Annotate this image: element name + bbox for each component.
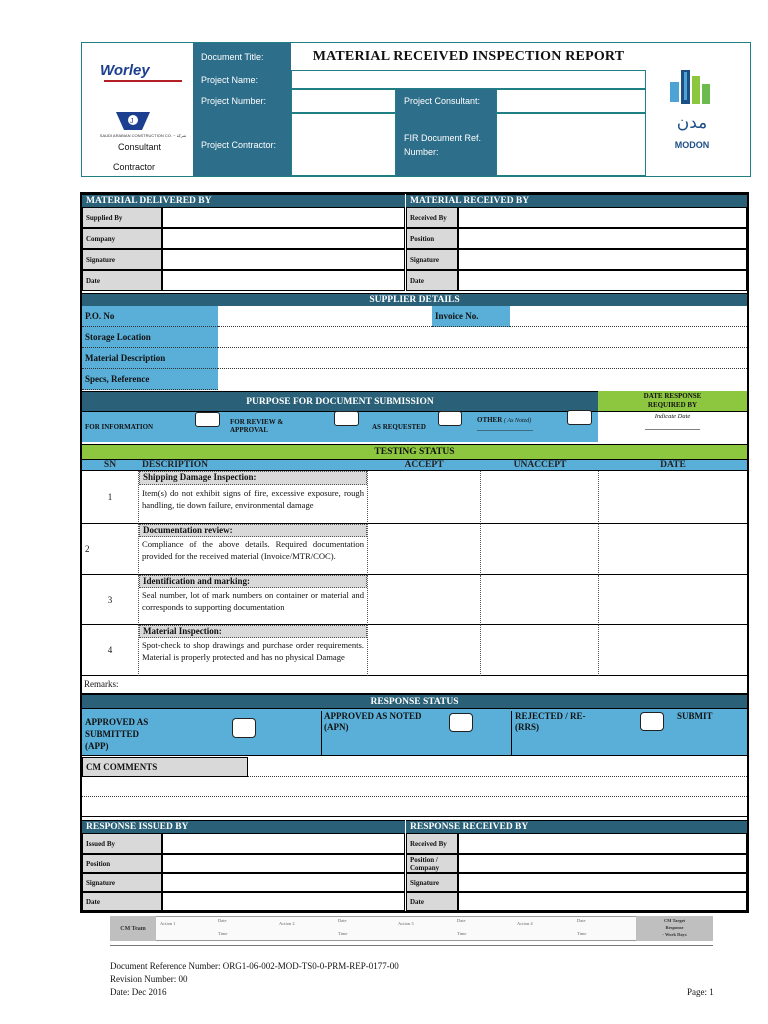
received-by-label: Received By — [406, 207, 458, 228]
row-3-description — [138, 575, 367, 625]
row-2-description — [138, 524, 367, 575]
project-name-field — [291, 70, 646, 89]
company-field[interactable] — [162, 228, 405, 249]
row-4-sn: 4 — [82, 625, 138, 676]
row-1-date[interactable] — [599, 471, 747, 524]
document-title: MATERIAL RECEIVED INSPECTION REPORT — [312, 48, 625, 64]
row-4-accept[interactable] — [367, 625, 481, 676]
row-4-date[interactable] — [599, 625, 747, 676]
remarks-label: Remarks: — [84, 679, 119, 689]
row-1-accept[interactable] — [367, 471, 481, 524]
page-number: Page: 1 — [687, 987, 714, 997]
response-received-heading: RESPONSE RECEIVED BY — [406, 820, 747, 833]
as-noted-label: ( As Noted) — [504, 418, 532, 424]
material-received-heading: MATERIAL RECEIVED BY — [406, 194, 747, 207]
contractor-caption: Contractor — [113, 162, 156, 172]
apn-line2: (APN) — [324, 722, 349, 732]
row-4-title: Material Inspection: — [139, 625, 367, 638]
project-contractor-label: Project Contractor: — [193, 113, 291, 176]
cm-team-label: CM Team — [110, 916, 156, 941]
row-4-description — [138, 625, 367, 676]
row-3-body: Seal number, lot of mark numbers on container or material and corresponds to supporting documentation — [142, 590, 364, 612]
supplier-details-heading: SUPPLIER DETAILS — [82, 293, 747, 306]
for-review-line2: APPROVAL — [230, 426, 268, 434]
as-requested-checkbox[interactable] — [438, 411, 462, 426]
project-consultant-label: Project Consultant: — [396, 89, 496, 113]
cm-date-3: Date — [457, 918, 466, 923]
issued-signature-field[interactable] — [162, 873, 405, 892]
for-information-checkbox[interactable] — [195, 412, 220, 427]
row-1-title: Shipping Damage Inspection: — [139, 471, 367, 485]
issued-position-label: Position — [82, 854, 162, 873]
company-label: Company — [82, 228, 162, 249]
issued-by-label: Issued By — [82, 833, 162, 854]
supplied-by-label: Supplied By — [82, 207, 162, 228]
cm-action-1: Action 1 — [160, 921, 176, 926]
row-4-unaccept[interactable] — [481, 625, 599, 676]
for-review-line1: FOR REVIEW & — [230, 418, 284, 426]
svg-text:J: J — [130, 118, 134, 125]
worley-tagline — [104, 80, 182, 82]
purpose-heading: PURPOSE FOR DOCUMENT SUBMISSION — [82, 391, 598, 411]
fir-ref-label-line1: FIR Document Ref. — [404, 133, 482, 143]
fir-ref-field — [496, 113, 646, 176]
issued-date-label: Date — [82, 892, 162, 911]
response-status-heading: RESPONSE STATUS — [82, 693, 747, 708]
testing-status-heading: TESTING STATUS — [82, 444, 747, 459]
apn-line1: APPROVED AS NOTED — [324, 711, 422, 721]
cm-time-2: Time — [338, 931, 348, 936]
date-response-line1: DATE RESPONSE — [643, 392, 702, 400]
date-response-line2: REQUIRED BY — [647, 401, 698, 409]
response-received-by-label: Received By — [406, 833, 458, 854]
indicate-date-label: Indicate Date — [654, 413, 691, 420]
specs-reference-label: Specs, Reference — [82, 369, 218, 390]
issued-date-field[interactable] — [162, 892, 405, 911]
rejected-checkbox[interactable] — [640, 712, 664, 731]
material-description-label: Material Description — [82, 348, 218, 369]
received-by-field[interactable] — [458, 207, 747, 228]
col-unaccept: UNACCEPT — [513, 460, 567, 470]
cm-action-4: Action 4 — [517, 921, 533, 926]
document-reference-number: Document Reference Number: ORG1-06-002-MOD-TS0-0-PRM-REP-0177-00 — [110, 961, 399, 971]
row-2-accept[interactable] — [367, 524, 481, 575]
delivered-date-field[interactable] — [162, 270, 405, 291]
issued-position-field[interactable] — [162, 854, 405, 873]
indicate-date-dash: ___________ — [645, 420, 700, 431]
cm-team-strip — [110, 916, 713, 941]
storage-location-field[interactable] — [218, 327, 747, 348]
row-2-unaccept[interactable] — [481, 524, 599, 575]
position-company-label: Position / Company — [406, 854, 458, 873]
response-received-signature-field[interactable] — [458, 873, 747, 892]
fir-ref-label — [396, 113, 496, 176]
approved-as-noted-label — [321, 711, 422, 755]
row-2-title: Documentation review: — [139, 524, 367, 537]
response-received-signature-label: Signature — [406, 873, 458, 892]
cm-comments-line-3[interactable] — [82, 797, 747, 817]
project-number-label: Project Number: — [193, 89, 291, 113]
issued-by-field[interactable] — [162, 833, 405, 854]
cm-comments-field[interactable] — [248, 757, 747, 777]
position-company-field[interactable] — [458, 854, 747, 873]
material-description-field[interactable] — [218, 348, 747, 369]
project-name-label: Project Name: — [193, 70, 291, 89]
footer-date: Date: Dec 2016 — [110, 987, 167, 997]
as-requested-label: AS REQUESTED — [372, 423, 426, 431]
for-review-label — [230, 418, 283, 434]
rejected-line1: REJECTED / RE- — [515, 711, 586, 721]
footer-divider — [110, 945, 713, 946]
consultant-caption: Consultant — [118, 142, 162, 152]
po-number-field[interactable] — [218, 306, 432, 327]
contractor-logo-caption: SAUDI ARABIAN CONSTRUCTION CO. ~ شركة — [99, 133, 187, 138]
response-issued-heading: RESPONSE ISSUED BY — [82, 820, 405, 833]
worley-logo-text: Worley — [100, 62, 150, 79]
col-sn: SN — [103, 460, 117, 470]
col-accept: ACCEPT — [404, 460, 444, 470]
row-2-sn: 2 — [82, 524, 138, 575]
for-information-label: FOR INFORMATION — [85, 423, 154, 431]
other-checkbox[interactable] — [567, 410, 592, 425]
row-1-body: Item(s) do not exhibit signs of fire, excessive exposure, rough handling, tie down failure, environmental damage — [142, 488, 364, 510]
cm-comments-label: CM COMMENTS — [82, 757, 248, 777]
row-3-sn: 3 — [82, 575, 138, 625]
material-delivered-heading: MATERIAL DELIVERED BY — [82, 194, 405, 207]
project-contractor-field — [291, 113, 396, 176]
received-signature-field[interactable] — [458, 249, 747, 270]
col-date: DATE — [660, 460, 686, 470]
approved-line3: (APP) — [85, 741, 109, 751]
received-date-label: Date — [406, 270, 458, 291]
received-signature-label: Signature — [406, 249, 458, 270]
rejected-label — [511, 711, 586, 755]
other-dash-line: ______________ — [477, 423, 533, 432]
cm-comments-line-2[interactable] — [82, 777, 747, 797]
modon-logo-text: MODON — [674, 140, 710, 150]
issued-signature-label: Signature — [82, 873, 162, 892]
cm-date-4: Date — [577, 918, 586, 923]
storage-location-label: Storage Location — [82, 327, 218, 348]
row-1-unaccept[interactable] — [481, 471, 599, 524]
delivered-signature-label: Signature — [82, 249, 162, 270]
cm-action-2: Action 2 — [279, 921, 295, 926]
revision-number: Revision Number: 00 — [110, 974, 188, 984]
delivered-signature-field[interactable] — [162, 249, 405, 270]
response-received-date-label: Date — [406, 892, 458, 911]
other-label-text: OTHER — [477, 416, 503, 424]
row-1-sn: 1 — [82, 471, 138, 524]
specs-reference-field[interactable] — [218, 369, 747, 390]
approved-as-noted-checkbox[interactable] — [449, 713, 473, 732]
row-3-title: Identification and marking: — [139, 575, 367, 588]
cm-target-line2: Response — [665, 925, 684, 930]
for-review-checkbox[interactable] — [334, 411, 359, 426]
position-label: Position — [406, 228, 458, 249]
date-response-heading — [598, 391, 747, 411]
indicate-date-field[interactable] — [598, 411, 747, 442]
approved-line1: APPROVED AS — [85, 717, 149, 727]
invoice-number-field[interactable] — [510, 306, 747, 327]
modon-buildings-icon — [668, 66, 720, 108]
po-number-label: P.O. No — [82, 306, 218, 327]
row-3-date[interactable] — [599, 575, 747, 625]
worley-logo — [100, 62, 186, 82]
cm-time-3: Time — [457, 931, 467, 936]
submit-label: SUBMIT — [677, 711, 713, 721]
cm-target-line1: CM Target — [663, 918, 686, 923]
project-consultant-field — [496, 89, 646, 113]
project-number-field — [291, 89, 396, 113]
row-2-body: Compliance of the above details. Required documentation provided for the received material (Invoice/MTR/COC). — [142, 539, 364, 561]
cm-date-2: Date — [338, 918, 347, 923]
cm-time-1: Time — [218, 931, 228, 936]
row-2-date[interactable] — [599, 524, 747, 575]
cm-target-line3: - Work Days — [662, 932, 687, 937]
cm-date-1: Date — [218, 918, 227, 923]
approved-as-submitted-checkbox[interactable] — [232, 718, 256, 738]
response-received-date-field[interactable] — [458, 892, 747, 911]
delivered-date-label: Date — [82, 270, 162, 291]
invoice-number-label: Invoice No. — [432, 306, 510, 327]
cm-action-3: Action 3 — [398, 921, 414, 926]
row-3-unaccept[interactable] — [481, 575, 599, 625]
fir-ref-label-line2: Number: — [404, 147, 439, 157]
response-received-by-field[interactable] — [458, 833, 747, 854]
row-4-body: Spot-check to shop drawings and purchase order requirements. Material is properly protected and has no physical Damage — [142, 640, 364, 662]
cm-time-4: Time — [577, 931, 587, 936]
received-date-field[interactable] — [458, 270, 747, 291]
modon-arabic-logo: مدن — [676, 113, 708, 133]
rejected-line2: (RRS) — [515, 722, 539, 732]
document-title-label: Document Title: — [193, 43, 291, 70]
supplied-by-field[interactable] — [162, 207, 405, 228]
row-3-accept[interactable] — [367, 575, 481, 625]
approved-line2: SUBMITTED — [85, 729, 140, 739]
cm-target-response — [636, 916, 713, 941]
row-1-description — [138, 471, 367, 524]
position-field[interactable] — [458, 228, 747, 249]
approved-as-submitted-label — [85, 716, 148, 752]
contractor-emblem-icon — [112, 108, 154, 134]
col-description: DESCRIPTION — [142, 460, 208, 470]
